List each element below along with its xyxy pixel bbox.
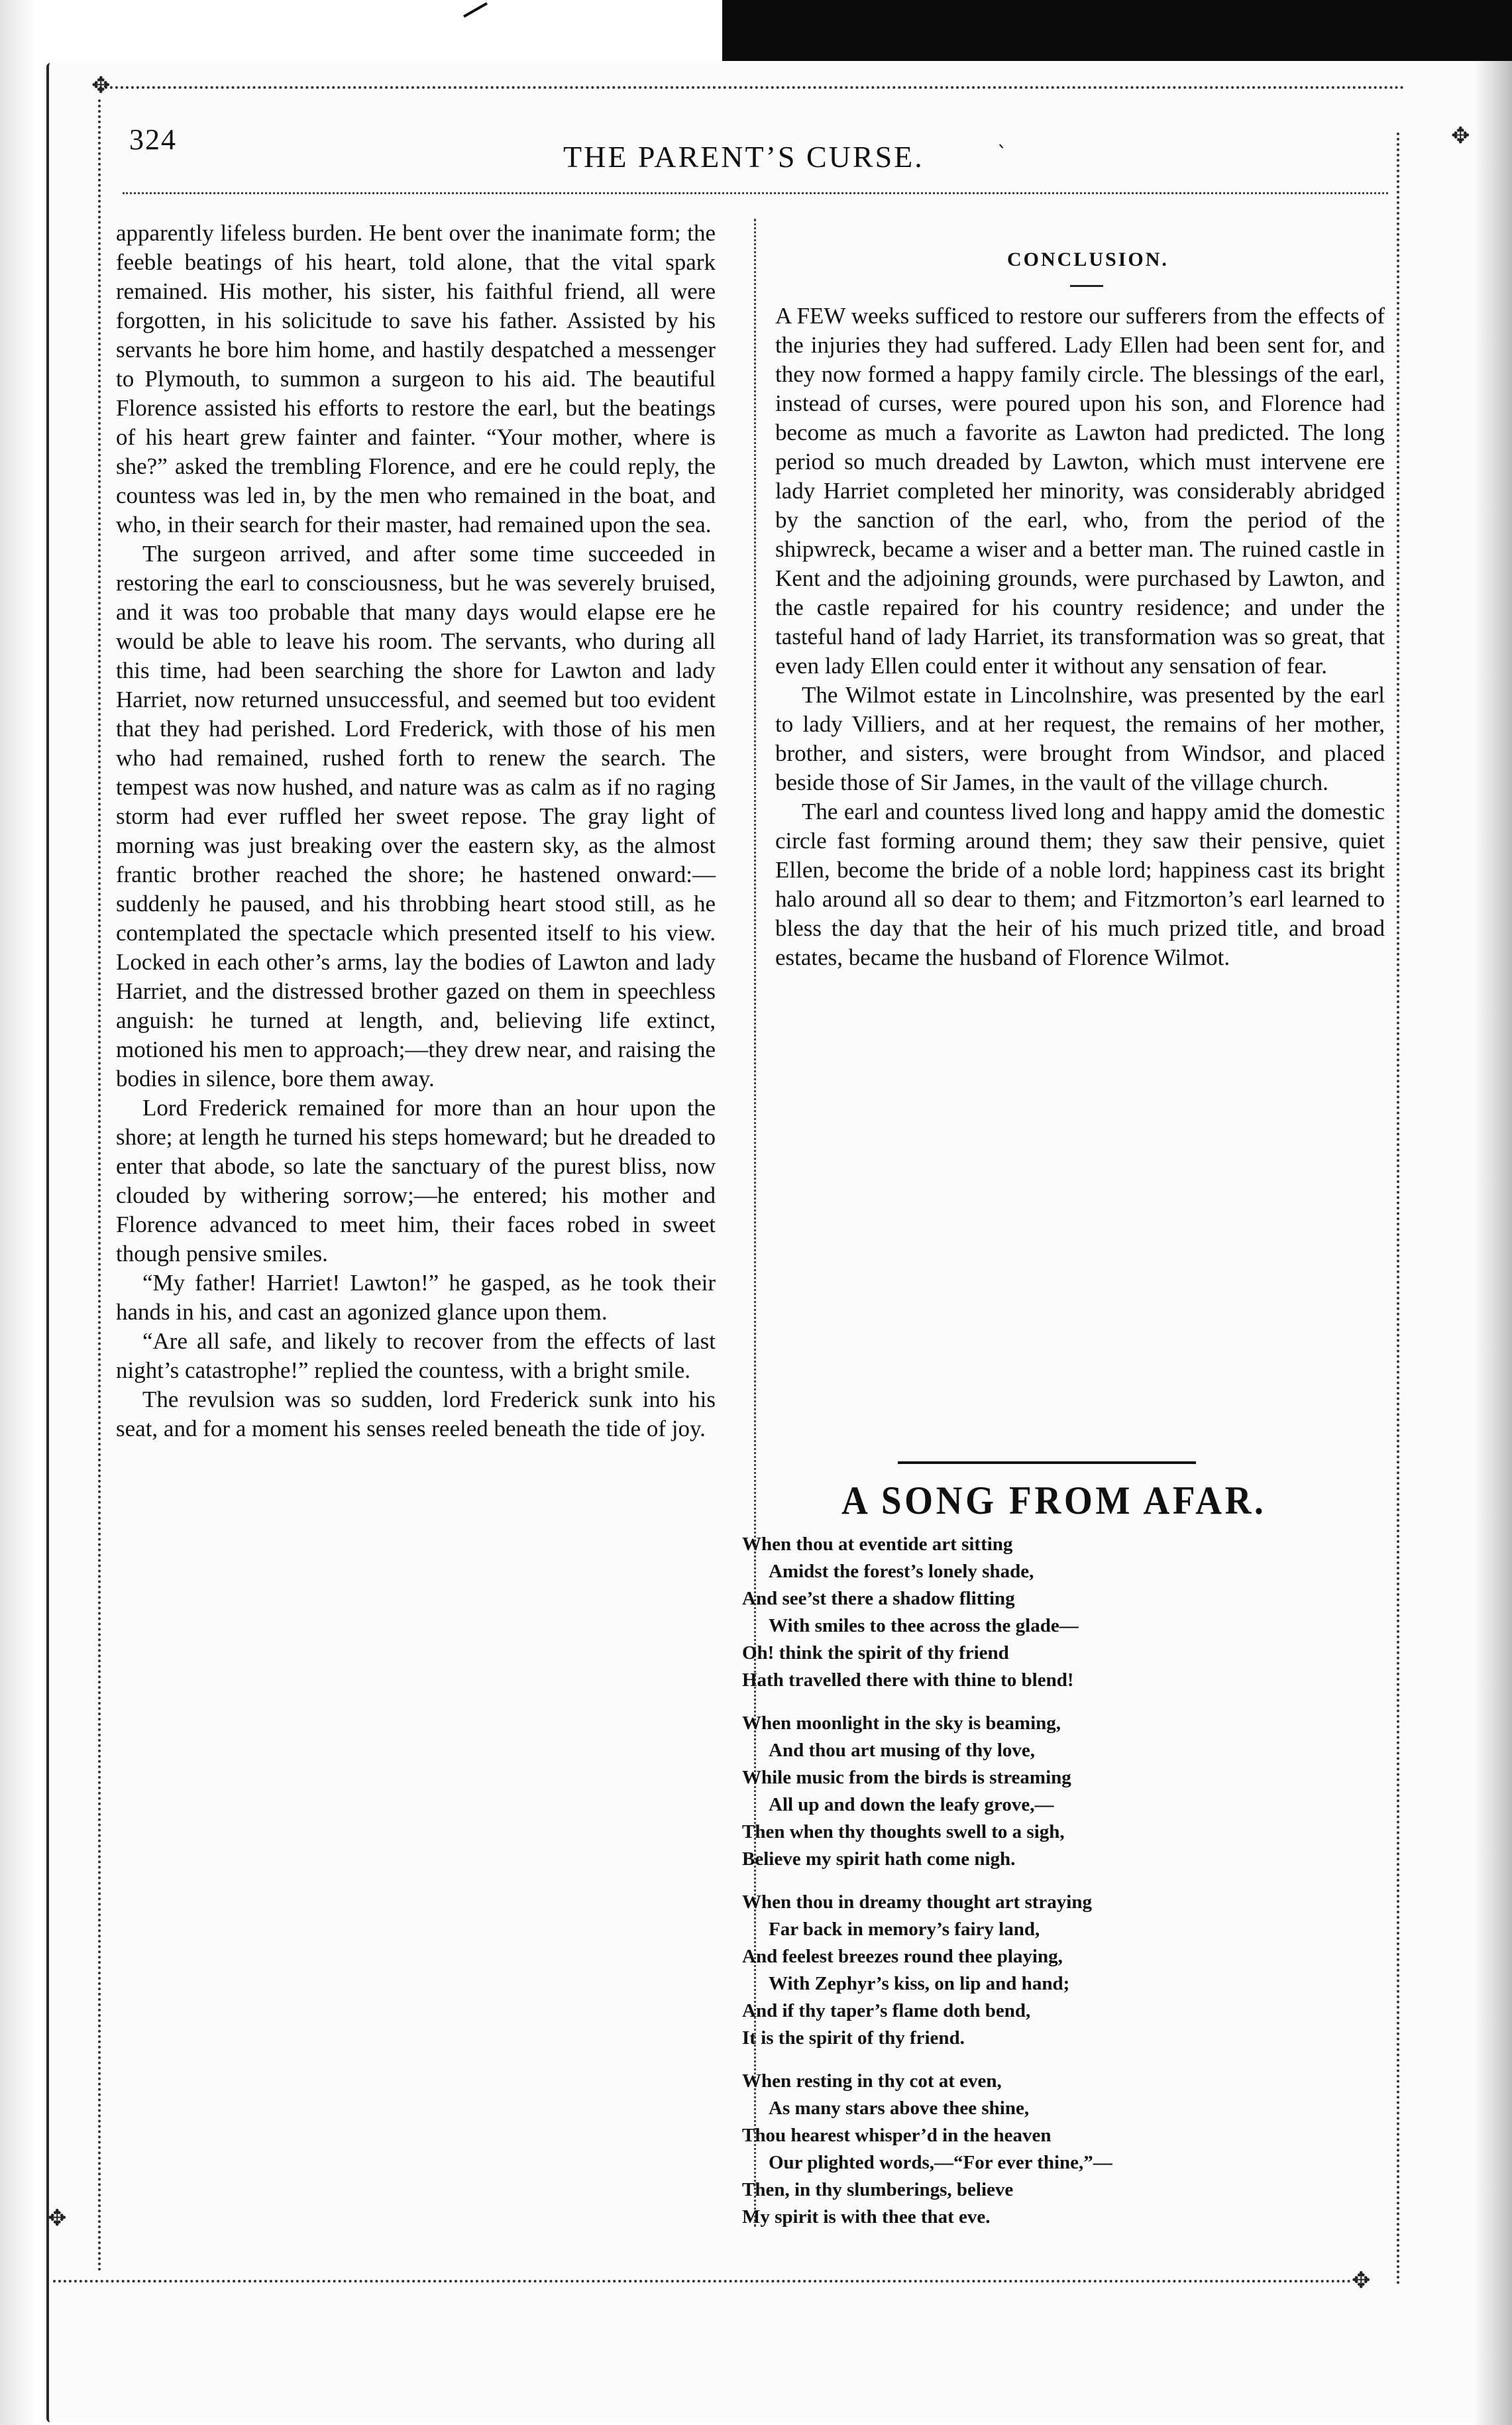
corner-ornament-icon: ✥ bbox=[91, 72, 111, 99]
poem-line: It is the spirit of thy friend. bbox=[742, 2027, 965, 2049]
poem-line: Hath travelled there with thine to blend! bbox=[742, 1669, 1074, 1691]
scan-margin-left bbox=[0, 0, 36, 2425]
poem-line: With Zephyr’s kiss, on lip and hand; bbox=[769, 1973, 1070, 1994]
page-number: 324 bbox=[129, 123, 177, 156]
poem-line: Then when thy thoughts swell to a sigh, bbox=[742, 1821, 1065, 1842]
poem-line: And feelest breezes round thee playing, bbox=[742, 1946, 1063, 1967]
poem-title: A SONG FROM AFAR. bbox=[841, 1479, 1267, 1522]
poem-line: As many stars above thee shine, bbox=[769, 2098, 1030, 2119]
poem bbox=[742, 1531, 1285, 2247]
ornamental-border-right bbox=[1397, 133, 1399, 2286]
poem-line: Then, in thy slumberings, believe bbox=[742, 2179, 1014, 2200]
poem-stanza bbox=[742, 2068, 1285, 2231]
pen-mark-icon bbox=[460, 0, 500, 20]
poem-line: And if thy taper’s flame doth bend, bbox=[742, 2000, 1031, 2021]
running-title: THE PARENT’S CURSE. bbox=[563, 140, 924, 174]
poem-stanza bbox=[742, 1889, 1285, 2052]
poem-line: All up and down the leafy grove,— bbox=[769, 1794, 1054, 1815]
stray-mark-icon: ˋ bbox=[997, 142, 1007, 166]
corner-ornament-icon: ✥ bbox=[1352, 2267, 1371, 2294]
poem-line: Believe my spirit hath come nigh. bbox=[742, 1848, 1016, 1870]
poem-line: Our plighted words,—“For ever thine,”— bbox=[769, 2152, 1112, 2173]
paragraph: apparently lifeless burden. He bent over the inanimate form; the feeble beatings of his heart, told alone, that the vital spark remained. His mother, his sister, his faithful friend, all were forgotten, in his solicitude to save his father. Assisted by his servants he bore him home, and hastily despatched a messenger to Plymouth, to summon a surgeon to his aid. The beautiful Florence assisted his efforts to restore the earl, but the beatings of his heart grew fainter and fainter. “Your mother, where is she?” asked the trembling Florence, and ere he could reply, the countess was led in, by the men who remained in the boat, and who, in their search for their master, had remained upon the sea. bbox=[116, 220, 716, 537]
paragraph: “Are all safe, and likely to recover from the effects of last night’s catastrophe!” replied the countess, with a bright smile. bbox=[116, 1328, 716, 1383]
poem-line: When thou in dreamy thought art straying bbox=[742, 1891, 1092, 1913]
poem-line: And thou art musing of thy love, bbox=[769, 1740, 1036, 1761]
poem-line: Thou hearest whisper’d in the heaven bbox=[742, 2125, 1052, 2146]
right-column bbox=[775, 302, 1385, 972]
ornamental-border-top bbox=[99, 86, 1405, 89]
paragraph: “My father! Harriet! Lawton!” he gasped, as he took their hands in his, and cast an agonized glance upon them. bbox=[116, 1270, 716, 1325]
poem-line: Oh! think the spirit of thy friend bbox=[742, 1642, 1009, 1664]
poem-line: When thou at eventide art sitting bbox=[742, 1534, 1013, 1555]
poem-line: When resting in thy cot at even, bbox=[742, 2070, 1002, 2092]
poem-stanza bbox=[742, 1710, 1285, 1873]
section-title: CONCLUSION. bbox=[1007, 249, 1169, 270]
paragraph: A FEW weeks sufficed to restore our sufferers from the effects of the injuries they had suffered. Lady Ellen had been sent for, and they now formed a happy family circle. The blessings of the earl, instead of curses, were poured upon his son, and Florence had become as much a favorite as Lawton had predicted. The long period so much dreaded by Lawton, which must intervene ere lady Harriet completed her minority, was considerably abridged by the sanction of the earl, who, from the period of the shipwreck, became a wiser and a better man. The ruined castle in Kent and the adjoining grounds, were purchased by Lawton, and the castle repaired for his country residence; and under the tasteful hand of lady Harriet, its transformation was so great, that even lady Ellen could enter it without any sensation of fear. bbox=[775, 303, 1385, 679]
poem-line: Far back in memory’s fairy land, bbox=[769, 1919, 1040, 1940]
poem-stanza bbox=[742, 1531, 1285, 1694]
left-column bbox=[116, 219, 716, 1443]
scan-margin-right bbox=[1472, 61, 1512, 2425]
paragraph: The surgeon arrived, and after some time succeeded in restoring the earl to consciousness, but he was severely bruised, and it was too probable that many days would elapse ere he would be able to leave his room. The servants, who during all this time, had been searching the shore for Lawton and lady Harriet, now returned unsuccessful, and seemed but too evident that they had perished. Lord Frederick, with those of his men who had remained, rushed forth to renew the search. The tempest was now hushed, and nature was as calm as if no raging storm had ever ruffled her sweet repose. The gray light of morning was just breaking over the eastern sky, as the almost frantic brother reached the shore; he hastened onward:—suddenly he paused, and his throbbing heart stood still, as he contemplated the spectacle which presented itself to his view. Locked in each other’s arms, lay the bodies of Lawton and lady Harriet, and the distressed brother gazed on them in speechless anguish: he turned at length, and, believing life extinct, motioned his men to approach;—they drew near, and raising the bodies in silence, bore them away. bbox=[116, 541, 716, 1092]
poem-line: When moonlight in the sky is beaming, bbox=[742, 1713, 1061, 1734]
poem-line: With smiles to thee across the glade— bbox=[769, 1615, 1079, 1636]
corner-ornament-icon: ✥ bbox=[48, 2205, 67, 2231]
scan-shadow-top bbox=[722, 0, 1512, 61]
corner-ornament-icon: ✥ bbox=[1451, 123, 1470, 149]
poem-line: While music from the birds is streaming bbox=[742, 1767, 1071, 1788]
ornamental-border-left bbox=[98, 99, 101, 2273]
paragraph: Lord Frederick remained for more than an hour upon the shore; at length he turned his steps homeward; but he dreaded to enter that abode, so late the sanctuary of the purest bliss, now clouded by withering sorrow;—he entered; his mother and Florence advanced to meet him, their faces robed in sweet though pensive smiles. bbox=[116, 1095, 716, 1267]
poem-line: And see’st there a shadow flitting bbox=[742, 1588, 1015, 1609]
paragraph: The Wilmot estate in Lincolnshire, was presented by the earl to lady Villiers, and at her request, the remains of her mother, brother, and sisters, were brought from Windsor, and placed beside those of Sir James, in the vault of the village church. bbox=[775, 682, 1385, 795]
section-rule bbox=[1070, 285, 1103, 287]
paragraph: The revulsion was so sudden, lord Frederick sunk into his seat, and for a moment his senses reeled beneath the tide of joy. bbox=[116, 1386, 716, 1441]
poem-line: My spirit is with thee that eve. bbox=[742, 2206, 991, 2228]
paragraph: The earl and countess lived long and happy amid the domestic circle fast forming around them; they saw their pensive, quiet Ellen, become the bride of a noble lord; happiness cast its bright halo around all so dear to them; and Fitzmorton’s earl learned to bless the day that the heir of his much prized title, and broad estates, became the husband of Florence Wilmot. bbox=[775, 799, 1385, 970]
ornamental-border-bottom bbox=[53, 2280, 1352, 2283]
poem-line: Amidst the forest’s lonely shade, bbox=[769, 1561, 1034, 1582]
header-rule bbox=[123, 192, 1388, 194]
poem-rule bbox=[898, 1461, 1196, 1464]
